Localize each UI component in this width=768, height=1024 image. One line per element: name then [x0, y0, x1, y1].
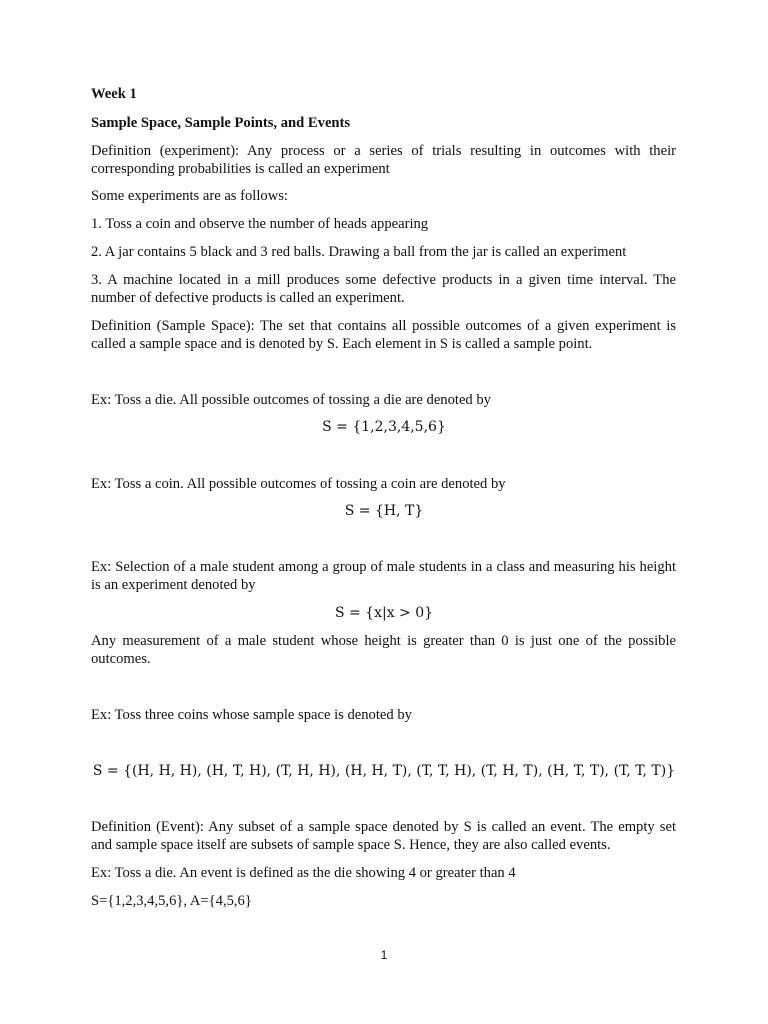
- any-measurement-note: Any measurement of a male student whose height is greater than 0 is just one of the possible outcomes.: [91, 633, 676, 667]
- example-event-sets: S={1,2,3,4,5,6}, A={4,5,6}: [91, 893, 252, 909]
- definition-experiment: Definition (experiment): Any process or a series of trials resulting in outcomes with their corresponding probabilities is called an experiment: [91, 143, 676, 177]
- definition-sample-space: Definition (Sample Space): The set that contains all possible outcomes of a given experiment is called a sample space and is denoted by S. Each element in S is called a sample point.: [91, 318, 676, 352]
- equation-coin-sample-space: S = {H, T}: [344, 503, 424, 519]
- example-event: Ex: Toss a die. An event is defined as the die showing 4 or greater than 4: [91, 865, 516, 881]
- example-height: Ex: Selection of a male student among a group of male students in a class and measuring his height is an experiment denoted by: [91, 559, 676, 593]
- equation-three-coins-sample-space: S = {(H, H, H), (H, T, H), (T, H, H), (H, H, T), (T, T, H), (T, H, T), (H, T, T), (T, T, T)}: [92, 763, 676, 779]
- list-item-2: 2. A jar contains 5 black and 3 red balls. Drawing a ball from the jar is called an experiment: [91, 244, 627, 260]
- example-die: Ex: Toss a die. All possible outcomes of tossing a die are denoted by: [91, 392, 491, 408]
- example-coin: Ex: Toss a coin. All possible outcomes of tossing a coin are denoted by: [91, 476, 506, 492]
- example-three-coins: Ex: Toss three coins whose sample space is denoted by: [91, 707, 412, 723]
- equation-height-sample-space: S = {x|x > 0}: [334, 605, 434, 621]
- some-experiments-intro: Some experiments are as follows:: [91, 188, 288, 204]
- week-heading: Week 1: [91, 86, 137, 102]
- section-heading: Sample Space, Sample Points, and Events: [91, 115, 351, 131]
- equation-die-sample-space: S = {1,2,3,4,5,6}: [322, 419, 446, 435]
- list-item-1: 1. Toss a coin and observe the number of heads appearing: [91, 216, 429, 232]
- page-number: 1: [380, 948, 388, 962]
- list-item-3: 3. A machine located in a mill produces some defective products in a given time interval. The number of defective products is called an experiment.: [91, 272, 676, 306]
- definition-event: Definition (Event): Any subset of a sample space denoted by S is called an event. The empty set and sample space itself are subsets of sample space S. Hence, they are also called events.: [91, 819, 676, 853]
